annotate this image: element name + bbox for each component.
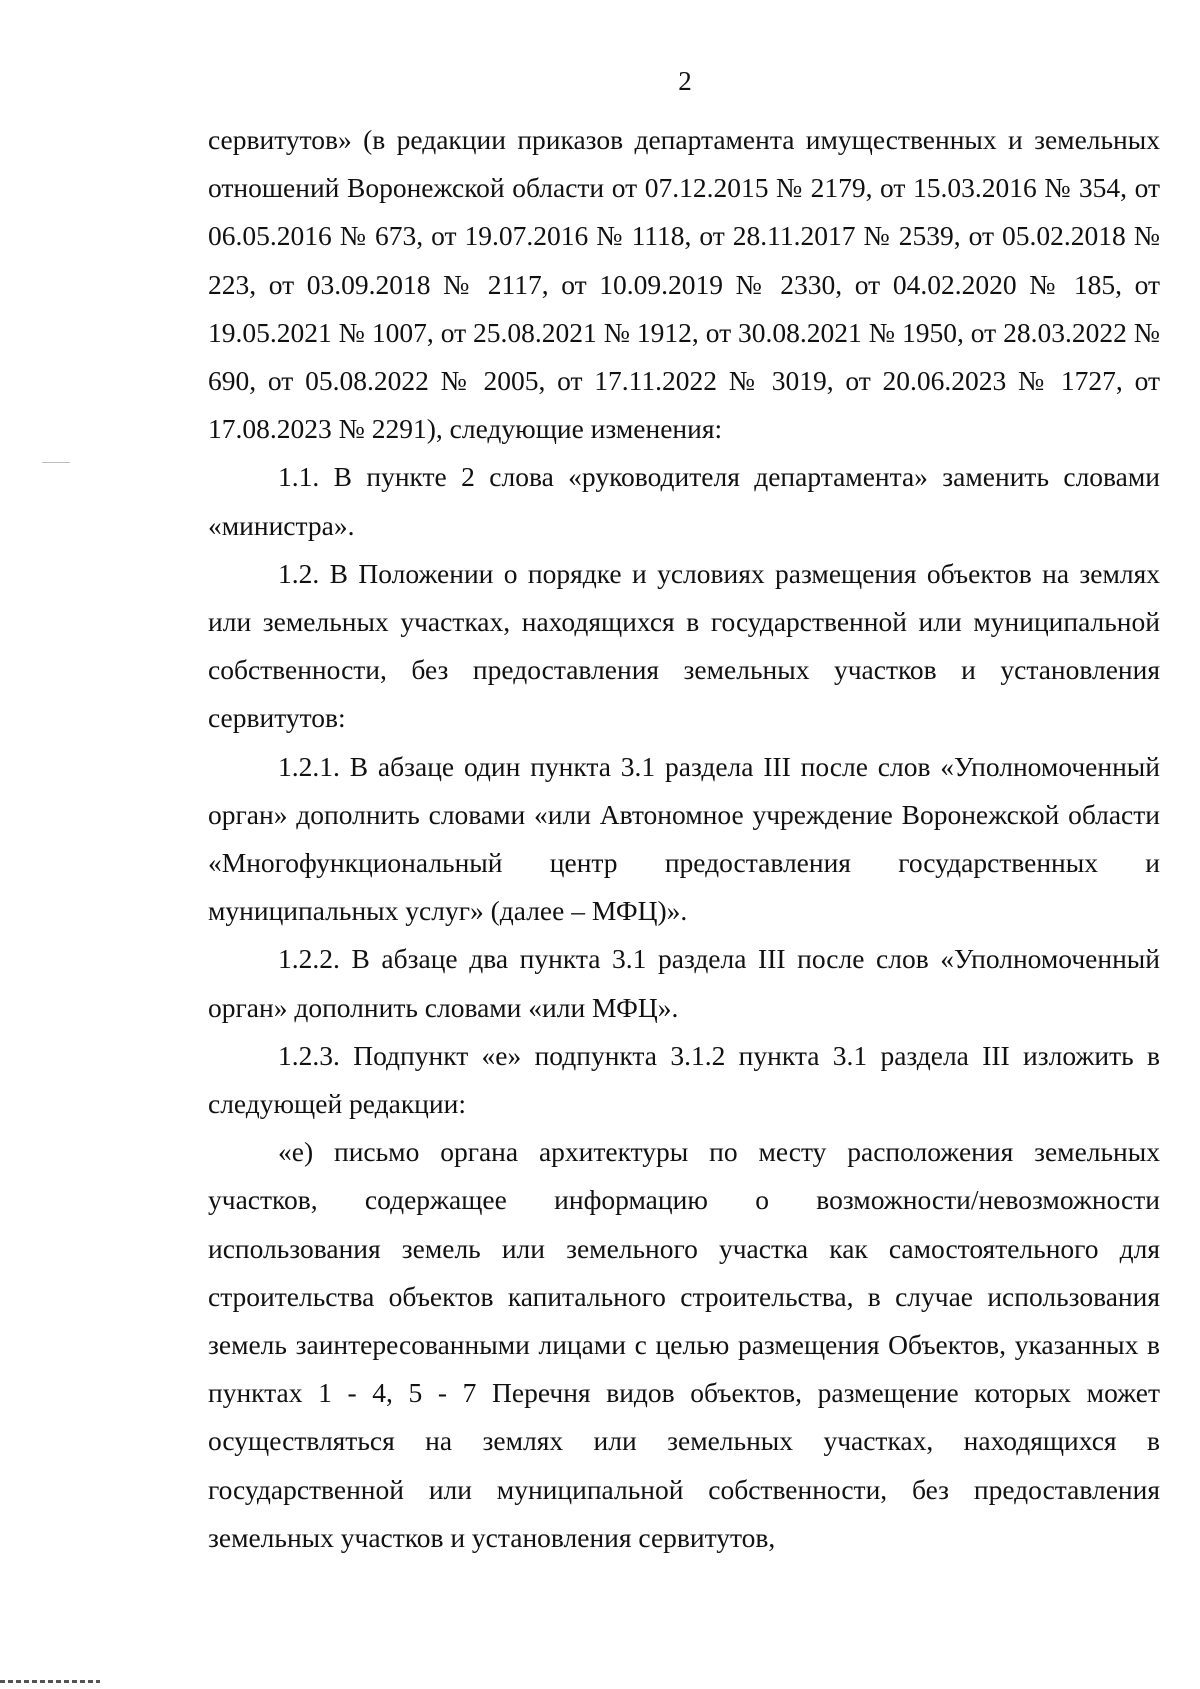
paragraph-1-2-1: 1.2.1. В абзаце один пункта 3.1 раздела III после слов «Уполномоченный орган» дополнить словами «или Автономное учреждение Воронежской области «Многофункциональный центр предоставления государственных и муниципальных услуг» (далее – МФЦ)». — [208, 750, 1160, 927]
paragraph-1-2-3: 1.2.3. Подпункт «е» подпункта 3.1.2 пункта 3.1 раздела III изложить в следующей редакции: — [208, 1039, 1160, 1120]
scan-artifact-bottom — [0, 1680, 100, 1683]
paragraph-subitem-e: «е) письмо органа архитектуры по месту расположения земельных участков, содержащее информацию о возможности/невозможности использования земель или земельного участка как самостоятельного для строительства объектов капитального строительства, в случае использования земель заинтересованными лицами с целью размещения Объектов, указанных в пунктах 1 - 4, 5 - 7 Перечня видов объектов, размещение которых может осуществляться на землях или земельных участках, находящихся в государственной или муниципальной собственности, без предоставления земельных участков и установления сервитутов, — [208, 1136, 1160, 1553]
paragraph-1-2: 1.2. В Положении о порядке и условиях размещения объектов на землях или земельных участках, находящихся в государственной или муниципальной собственности, без предоставления земельных участков и установления сервитутов: — [208, 557, 1160, 734]
page-number: 2 — [678, 66, 692, 96]
scan-artifact — [42, 462, 70, 463]
paragraph-1-1: 1.1. В пункте 2 слова «руководителя департамента» заменить словами «министра». — [208, 461, 1160, 541]
paragraph-intro: сервитутов» (в редакции приказов департамента имущественных и земельных отношений Воронежской области от 07.12.2015 № 2179, от 15.03.2016 № 354, от 06.05.2016 № 673, от 19.07.2016 № 1118, от 28.11.2017 № 2539, от 05.02.2018 № 223, от 03.09.2018 № 2117, от 10.09.2019 № 2330, от 04.02.2020 № 185, от 19.05.2021 № 1007, от 25.08.2021 № 1912, от 30.08.2021 № 1950, от 28.03.2022 № 690, от 05.08.2022 № 2005, от 17.11.2022 № 3019, от 20.06.2023 № 1727, от 17.08.2023 № 2291), следующие изменения: — [208, 124, 1160, 445]
paragraph-1-2-2: 1.2.2. В абзаце два пункта 3.1 раздела III после слов «Уполномоченный орган» дополнить словами «или МФЦ». — [208, 943, 1160, 1023]
document-body — [208, 116, 1160, 1562]
